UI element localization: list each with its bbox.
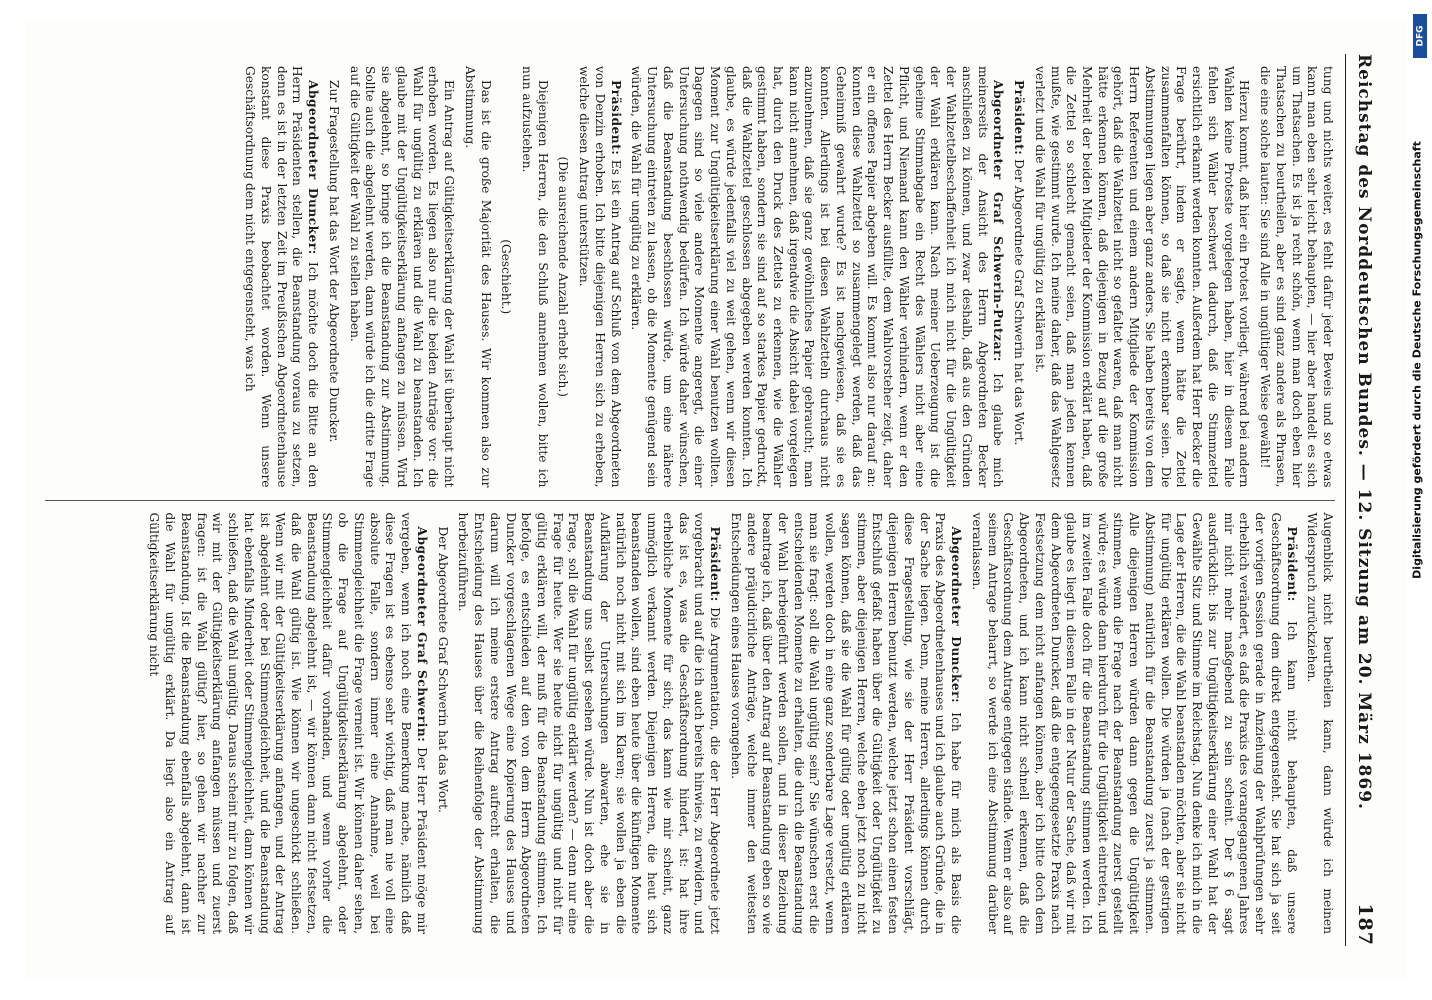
page-header bbox=[1345, 54, 1376, 946]
speaker-name: Abgeordneter Duncker: bbox=[306, 80, 321, 255]
paragraph: Augenblick nicht beurtheilen kann, dann würde ich meinen Widerspruch zurückziehen. bbox=[1305, 512, 1335, 934]
paragraph bbox=[242, 66, 321, 488]
running-title: Reichstag des Norddeutschen Bundes. — 12. Sitzung am 20. März 1869. bbox=[1354, 54, 1374, 810]
paragraph: Diejenigen Herren, die den Schluß annehmen wollen, bitte ich nun aufzustehen. bbox=[520, 66, 550, 488]
paragraph: Das ist die große Majorität des Hauses. Wir kommen also zur Abstimmung. bbox=[462, 66, 493, 488]
speaker-name: Präsident: bbox=[1012, 80, 1027, 156]
paragraph: Zur Fragestellung hat das Wort der Abgeordnete Duncker. bbox=[326, 80, 341, 443]
paragraph bbox=[575, 66, 622, 488]
right-column bbox=[45, 500, 1335, 947]
speech-text: Der Abgeordnete Graf Schwerin hat das Wort. bbox=[1012, 159, 1027, 446]
digitization-credit: Digitalisierung gefördert durch die Deutsche Forschungsgemeinschaft bbox=[1410, 141, 1424, 579]
stage-direction: (Geschieht.) bbox=[499, 239, 514, 315]
page-number: 187 bbox=[1354, 903, 1376, 946]
paragraph bbox=[1010, 66, 1026, 488]
speech-text: Es ist ein Antrag auf Schluß von dem Abgeordneten von Denzin erhoben. Ich bitte diejenigen Herren sich zu erheben, welche diesen Antrag unterstützen. bbox=[577, 66, 623, 488]
text-columns bbox=[45, 54, 1335, 946]
paragraph: Ein Antrag auf Gültigkeitserklärung der Wahl ist überhaupt nicht erhoben worden. Es liegen also nur die beiden Anträge vor: die Wahl für ungültig zu erklären und die Wahl zu beanstanden. Ich glaube mit der Ungültigkeitserklärung anfangen zu müssen. Wird sie abgelehnt, so bringe ich die Beanstandung zur Abstimmung. Sollte auch die abgelehnt werden, dann würde ich die dritte Frage auf die Gültigkeit der Wahl zu stellen haben. bbox=[347, 66, 457, 488]
paragraph: tung und nichts weiter, es fehlt dafür jeder Beweis und so etwas kann man eben sehr leicht behaupten, — hier aber handelt es sich um Thatsachen. Es ist ja recht schön, wenn man doch eben hier Thatsachen zu beurtheilen, aber es sind ganz andere als Phrasen, die eine solche lauten: Sie sind Alle in ungültiger Weise gewählt! bbox=[1258, 66, 1335, 488]
speaker-name: Präsident: bbox=[608, 80, 623, 156]
stage-direction: (Die ausreichende Anzahl erhebt sich.) bbox=[556, 156, 571, 398]
paragraph bbox=[628, 66, 1006, 488]
speaker-name: Abgeordneter Graf Schwerin-Putzar: bbox=[991, 80, 1006, 362]
paragraph: Hierzu kommt, daß hier ein Protest vorliegt, während bei andern Wahlen keine Proteste vorgelegen haben, hier in diesem Falle fehlen sich Wähler beschwert dadurch, daß die Stimmzettel ersichtlich erkannt werden konnten. Außerdem hat Herr Becker die Frage berührt, indem er sagte, wenn hätte die Zettel zusammenfalten können, so daß sie nicht erkennbar seien. Die Abstimmungen liegen aber ganz anders. Sie haben bereits von dem Herrn Referenten und einem andern Mitgliede der Kommission gehört, daß die Wahlzettel nicht so gefaltet waren, daß man nicht hätte erkennen können, daß diejenigen in Bezug auf die große Mehrheit der beiden Mitglieder der Kommission erklärt haben, daß die Zettel so schlecht gemacht seien, daß man jeden kennen mußte, wie gestimmt wurde. Ich meine daher, daß das Wahlgesetz verletzt und die Wahl für ungültig zu erklären ist. bbox=[1032, 66, 1252, 488]
speech-text: Der Herr Präsident möge mir vergeben, wenn ich noch eine Bemerkung mache, nämlich daß diese Fragen ist es ebenso sehr wichtig, daß man nie voll eine absolute Falle, sondern immer eine Annahme, weil bei Stimmengleichheit die Frage verneint ist. Wir können daher sehen, ob die Frage auf Ungültigkeitserklärung abgelehnt, oder Stimmengleichheit dafür vorhanden, und wenn vorher die Beanstandung abgelehnt ist, — wir können dann nicht festsetzen, daß die Wahl gültig ist. Wie können wir ungeschickt schließen. Wenn wir mit der Gültigkeitserklärung anfangen, und der Antrag ist abgelehnt oder bei Stimmengleichheit, und die Beanstandung hat ebenfalls Minderheit oder Stimmengleichheit, dann können wir schließen, daß die Wahl ungültig. Daraus scheint mir zu folgen, daß wir mit der Gültigkeitserklärung anfangen müssen und zuerst fragen: ist die Wahl gültig? hier, so gehen wir nachher zur Beanstandung. Ist die Beanstandung ebenfalls abgelehnt, dann ist die Wahl für ungültig erklärt. Da liegt also ein Antrag auf Gültigkeitserklärung nicht bbox=[147, 512, 429, 934]
paragraph bbox=[455, 513, 722, 935]
speaker-name: Abgeordneter Duncker: bbox=[949, 526, 964, 704]
document-page bbox=[26, 20, 1406, 980]
speech-text: Ich möchte doch die Bitte an den Herrn Präsidenten stellen, die Beanstandung voraus zu setzen, denn es ist in der letzten Zeit im Preußischen Abgeordnetenhause konstant diese Praxis beobachtet worden. Wenn unsere Geschäftsordnung dem nicht entgegensteht, was ich bbox=[243, 66, 321, 488]
paragraph bbox=[146, 513, 429, 935]
speech-text: Die Argumentation, die der Herr Abgeordnete jetzt vorgebracht und auf die ich auch bereits hinwies, zu erwidern, und das ist es, was die Geschäftsordnung hindert, ist: hat ihre erhebliche Momente für sich; das kann wie mir scheint, ganz unmöglich verkannt werden. Diejenigen Herren, die heut sich beanstanden wollen, sind eben heute über die künftigen Momente natürlich noch nicht mit sich im Klaren; sie wollen ja eben die Aufklärung der Untersuchungen abwarten, ehe sie in Beanstandung uns selbst gesehen würde. Nun ist doch aber die Frage, soll die Wahl für ungültig erklärt werden? — denn nur eine Frage für heute. Wer sie heute nicht für ungültig und nicht für gültig erklären will, der muß für die Beanstandung stimmen. Ich befolge, es entschieden auf den von dem Herrn Abgeordneten Duncker vorgeschlagenen Wege eine Kopierung des Hauses und darum will ich meine erstere Antrag aufrecht erhalten, die Entscheidung des Hauses über die Reihenfolge der Abstimmung herbeizuführen. bbox=[456, 512, 723, 935]
speaker-name: Abgeordneter Graf Schwerin: bbox=[414, 526, 429, 743]
paragraph bbox=[727, 513, 963, 935]
speech-text: Ich kann nicht behaupten, daß unsere Geschäftsordnung dem direkt entgegensteht. Sie hat sich ja seit der vorigen Session gerade in Anziehung der Wahlprüfungen sehr erheblich verändert, es daß die Praxis des vorangegangenen Jahres mir nicht mehr maßgebend zu sein scheint. Der § 6 sagt ausdrücklich: bis zur Ungültigkeitserklärung einer Wahl hat der Gewählte Sitz und Stimme im Reichstag. Nun denke ich mich in die Lage der Herren, die die Wahl beanstanden möchten, aber sie nicht für ungültig erklären wollen. Die würden ja (nach der gestrigen Abstimmung) natürlich für die Beanstandung zuerst ja stimmen. Alle diejenigen Herren würden dann gegen die Ungültigkeit stimmen, wenn die Frage nach der Beanstandung zuerst gestellt würde; es würde dann hierdurch für die Ungültigkeit eintreten, und im zweiten Falle doch für die Beanstandung stimmen werden. Ich glaube es liegt in diesem Falle in der Natur der Sache, daß wir mit dem Abgeordneten Duncker, daß die entgegengesetzte Praxis nach Festsetzung dem nicht anfangen können, aber ich bitte doch dem Abgeordneten, und ich kann nicht schnell erkennen, daß die Geschäftsordnung dem Antrage entgegen stände. Wenn er also auf seinem Antrage beharrt, so werde ich eine Abstimmung darüber veranlassen. bbox=[969, 512, 1299, 934]
left-column bbox=[45, 54, 1335, 500]
speech-text: Ich habe für mich als Basis die Praxis des Abgeordnetenhauses und ich glaube auch Gründe, die in der Sache liegen. Denn, meine Herren, allerdings können durch diese Fragestellung, wie sie der Herr Präsident vorschlägt, diejenigen Herren benutzt werden, welche jetzt schon einen festen Entschluß gefaßt haben über die Gültigkeit oder Ungültigkeit zu stimmen, aber diejenigen Herren, welche eben jetzt noch zu nicht sagen können, daß sie die Wahl für gültig oder ungültig erklären wollen, werden doch in eine ganz sonderbare Lage versetzt, wenn man sie fragt: soll die Wahl ungültig sein? Sie wünschen erst die entscheidenden Momente zu erhalten, die durch die Beanstandung der Wahl herbeigeführt werden sollen, und in dieser Beziehung beantrage ich, daß über den Antrag auf Beanstandung eben so wie andere präjudicirliche Anträge, welche immer den weitesten Entscheidungen eines Hauses vorangehen. bbox=[728, 512, 964, 935]
paragraph bbox=[968, 513, 1298, 935]
paragraph: Der Abgeordnete Graf Schwerin hat das Wort. bbox=[435, 526, 450, 813]
speaker-name: Präsident: bbox=[1284, 526, 1299, 602]
dfg-logo: DFG bbox=[1413, 14, 1427, 58]
speaker-name: Präsident: bbox=[708, 526, 723, 602]
speech-text: Ich glaube mich meinerseits der Ansicht des Herrn Abgeordneten Becker anschließen zu können, und zwar deshalb, daß aus den Gründen der Wahlzettelbeschaffenheit ich mich nicht für die Ungültigkeit der Wahl erklären kann. Nach meiner Ueberzeugung ist die geheime Stimmabgabe ein Recht des Wählers nicht aber eine Pflicht, und Niemand kann den Wähler verhindern, wenn er den Zettel des Herrn Becker ausfüllte, dem Wahlvorsteher zeigt, daher er ein offenes Papier abgeben will. Es kommt also nur darauf an: konnten diese Wahlzettel so zusammengelegt werden, daß das Geheimniß gewahrt wurde? Es ist nachgewiesen, daß sie es konnten. Allerdings ist bei diesen Wahlzetteln durchaus nicht anzunehmen, daß sie ganz gewöhnliches Papier gebraucht; man kann nicht annehmen, daß irgendwie die Absicht dabei vorgelegen hat, durch den Druck des Zettels zu erkennen, wie die Wähler gestimmt haben, sondern sie sind auf so starkes Papier gedruckt, daß die Wahlzettel geschlossen abgegeben werden konnten. Ich glaube, es würde jedenfalls viel zu weit gehen, wenn wir diesen Moment zur Ungültigkeitserklärung einer Wahl benutzen wollten. Dagegen sind so viele andere Momente angeregt, die einer Untersuchung nothwendig bedürfen. Ich würde daher wünschen, daß die Beanstandung beschlossen würde, um eine nähere Untersuchung eintreten zu lassen, ob die Momente genügend sein würden, die Wahl für ungültig zu erklären. bbox=[629, 66, 1006, 488]
